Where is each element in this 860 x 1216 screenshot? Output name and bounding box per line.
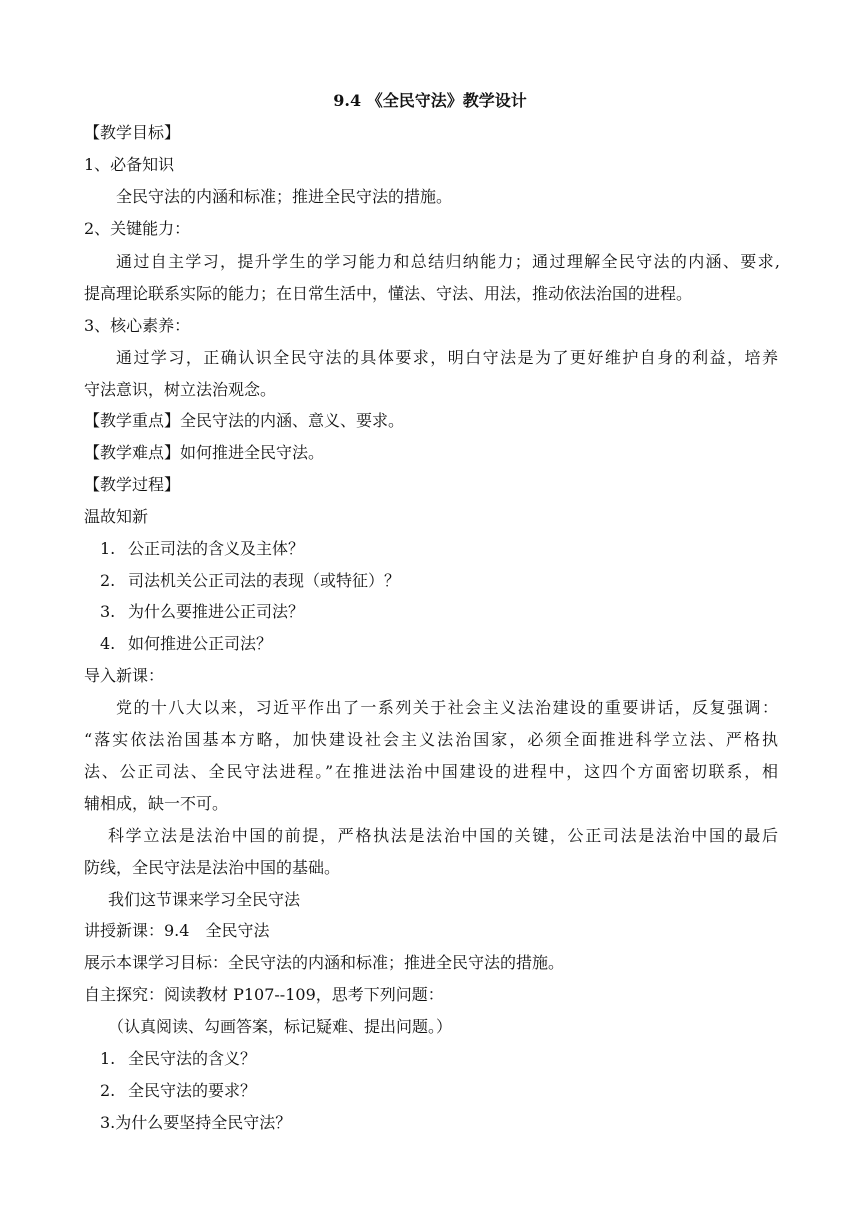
paragraph-line: 守法意识，树立法治观念。 [84,380,277,399]
subheading-literacy: 3、核心素养： [84,316,191,335]
list-number: 2. [100,571,116,590]
list-item [100,538,304,560]
list-number: 1. [100,539,116,558]
list-number: 4. [100,634,116,653]
paragraph-line: （认真阅读、勾画答案，标记疑难、提出问题。） [108,1017,453,1036]
list-item-text: 全民守法的含义？ [128,1049,257,1068]
list-item: 3.为什么要坚持全民守法？ [100,1113,292,1132]
paragraph-line: 我们这节课来学习全民守法 [108,890,301,909]
paragraph-line: 展示本课学习目标：全民守法的内涵和标准；推进全民守法的措施。 [84,953,565,972]
paragraph-line: 自主探究：阅读教材 P107--109，思考下列问题： [84,985,444,1004]
paragraph-line: 全民守法的内涵和标准；推进全民守法的措施。 [116,187,453,206]
section-key-points: 【教学重点】全民守法的内涵、意义、要求。 [84,411,405,430]
section-heading-objectives: 【教学目标】 [84,123,181,142]
list-item [100,1048,256,1070]
paragraph-line: 辅相成，缺一不可。 [84,794,229,813]
subheading-new-lesson: 讲授新课：9.4 全民守法 [84,921,270,940]
subheading-intro: 导入新课： [84,666,165,685]
paragraph-line: 防线，全民守法是法治中国的基础。 [84,858,341,877]
paragraph-line: 通过学习，正确认识全民守法的具体要求，明白守法是为了更好维护自身的利益，培养 [116,348,778,367]
paragraph-line: 通过自主学习，提升学生的学习能力和总结归纳能力；通过理解全民守法的内涵、要求, [116,252,780,271]
list-item [100,633,272,655]
paragraph-line: 法、公正司法、全民守法进程。”在推进法治中国建设的进程中，这四个方面密切联系，相 [84,762,778,781]
subheading-knowledge: 1、必备知识 [84,155,175,174]
subheading-review: 温故知新 [84,507,149,526]
document-title: 9.4 《全民守法》教学设计 [333,91,527,110]
paragraph-line: 提高理论联系实际的能力；在日常生活中，懂法、守法、用法，推动依法治国的进程。 [84,284,693,303]
list-number: 2. [100,1081,116,1100]
list-item [100,601,304,623]
list-number: 3. [100,602,116,621]
paragraph-line: 党的十八大以来，习近平作出了一系列关于社会主义法治建设的重要讲话，反复强调： [116,698,778,717]
list-item [100,570,400,592]
section-difficulty: 【教学难点】如何推进全民守法。 [84,443,325,462]
list-item-text: 全民守法的要求？ [128,1081,257,1100]
list-item-text: 公正司法的含义及主体？ [128,539,305,558]
paragraph-line: 科学立法是法治中国的前提，严格执法是法治中国的关键，公正司法是法治中国的最后 [108,826,778,845]
list-number: 1. [100,1049,116,1068]
subheading-ability: 2、关键能力： [84,219,191,238]
section-heading-process: 【教学过程】 [84,475,181,494]
list-item-text: 如何推进公正司法？ [128,634,273,653]
paragraph-line: “落实依法治国基本方略，加快建设社会主义法治国家，必须全面推进科学立法、严格执 [84,730,778,749]
list-item-text: 为什么要推进公正司法？ [128,602,305,621]
list-item-text: 司法机关公正司法的表现（或特征）？ [128,571,401,590]
list-item [100,1080,256,1102]
